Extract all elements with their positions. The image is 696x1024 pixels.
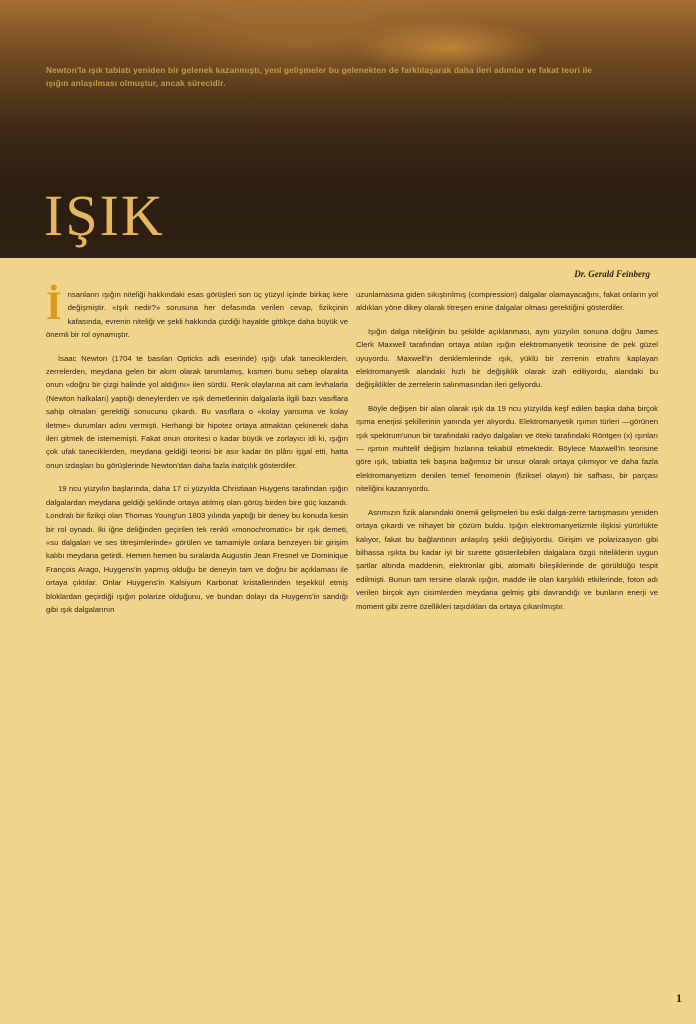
paragraph: İsaac Newton (1704 te basılan Opticks adlı eserinde) ışığı ufak taneciklerden, zerrelerden, meydana gelen bir akım olarak tanımlamış, kısmen bunu sebep olarakta onun «doğru bir çizgi halinde yol aldığını» ileri sürdü. Renk olaylarına ait cam levhalarla (Newton halkaları) yaptığı deneylerden ve ışık demetlerinin dalgalarla ilgili bazı vasıflara sahip olmaları gerektiği sonucunu çıkardı. Bu vasıflara o «kolay yansıma ve kolay iletme» durumları adını vermişti. Herhangi bir hipotez ortaya atmaktan çekinerek daha ileri gitmek de istememişti. Fakat onun otoritesi o kadar büyük ve zorlayıcı idi ki, ışığın çok ufak taneciklerden, meydana geldiği teorisi bir asır kadar ön plânı işgal etti, hatta onun izdaşları bu görüşlerinde Newton'dan daha fazla inatçılık gösterdiler. [46,353,348,470]
lede-text: Newton'la ışık tabiatı yeniden bir gelenek kazanmıştı, yeni gelişmeler bu gelenekten de farklılaşarak daha ileri adımlar ve fakat teori ile ışığın anlaşılması olmuştur, ancak sürecidir. [46,65,593,88]
paragraph: nsanların ışığın niteliği hakkındaki esas görüşleri son üç yüzyıl içinde birkaç kere değişmiştir. «Işık nedir?» sorusuna her defasında verilen cevap, fizikçinin kafasında, evrenin niteliği ve şekli hakkında çizdiği hayalde gittikçe daha büyük ve önemli bir rol oynamıştır. [46,290,348,340]
paragraph: 19 ncu yüzyılın başlarında, daha 17 ci yüzyılda Christiaan Huygens tarafından ışığın dalgalardan meydana geldiği şeklinde ortaya atılmış olan görüş birden bire güç kazandı. Londralı bir fizikçi olan Thomas Young'un 1803 yılında yaptığı bir deney bu konuda kesin bir rol oynadı. İki iğne deliğinden geçirilen tek renkli «monochromatic» bir ışık demeti, «su dalgaları ve ses titreşimlerinde» görülen ve tamamiyle onlara benzeyen bir girişim kalıbı meydana getirdi. Hemen hemen bu sıralarda Augustin Jean Fresnel ve Dominique François Arago, Huygens'in yapmış olduğu bir deneyin tam ve doğru bir açıklaması ile ortaya çıktılar. Onlar Huygens'in Kalsiyum Karbonat kristallerinden teşekkül etmiş bloklardan geçirdiği ışığın polarize olduğunu, ve bundan dolayı da Huygens'in sandığı gibi ışık dalgalarının [46,484,348,614]
left-column [46,283,348,626]
right-column [356,288,658,623]
paragraph: uzunlamasına giden sıkıştırılmış (compression) dalgalar olamayacağını, fakat onların yol aldıkları yöne dikey olarak titreşen enine dalgalar olması gerektiğini gösterdiler. [356,290,658,313]
page-number: 1 [676,991,682,1005]
drop-cap: İ [46,283,62,328]
paragraph: Böyle değişen bir alan olarak ışık da 19 ncu yüzyılda keşf edilen başka daha birçok ışıma enerjisi şekillerinin yanında yer alıyordu. Elektromanyetik ışımın türleri —görünen ışık spektrum'unun bir tarafındaki radyo dalgaları ve öteki tarafındaki Röntgen (x) ışınları— ışımın muhtelif değişim hızlarına tekabül etmektedir. Böylece Maxwell'in teorisine göre ışık, tabiatta tek başına bağımsız bir unsur olarak ortaya çıkmıyor ve daha fazla elektromanyetizm denilen temel fenomenin (fiziksel olayın) bir safhası, bir parçası niteliğini kazanıyordu. [356,403,658,494]
paragraph: Asrımızın fizik alanındaki önemli gelişmeleri bu eski dalga-zerre tartışmasını yeniden ortaya çıkardı ve nihayet bir çözüm buldu. Işığın elektromanyetizmle ilişkisi yürürlükte kalıyor, fakat bu bağlantının anlaşılış şekli değişiyordu. Girişim ve polarizasyon gibi bilhassa ışıkta bu kadar iyi bir surette gösterilebilen dalgalara özgü niteliklerin uygun şartlar altında maddenin, elektronlar gibi, atomaltı bileşiklerinde de görüldüğü tespit edilmişti. Bunun tam tersine olarak ışığın, madde ile olan karşılıklı etkilerinde, foton adı verilen birçok ayrı cisimlerden meydana gelmiş gibi davrandığı ve bunların enerji ve moment gibi zerre özellikleri taşıdıkları da ortaya çıkarılmıştır. [356,507,658,611]
hero-photo-banner [0,0,696,258]
paragraph: Işığın dalga niteliğinin bu şekilde açıklanması, aynı yüzyılın sonuna doğru James Clerk Maxwell tarafından ortaya atılan ışığın elektromanyetik teorisine de pek güzel uyuyordu. Maxwell'in denklemlerinde ışık, yüklü bir zerrenin etrafını kaplayan elektromanyetik alandaki hızlı bir değişiklik olarak izah ediliyordu, alandaki bu değişiklikler de zerrelerin salınmasından ileri geliyordu. [356,326,658,390]
author-byline: Dr. Gerald Feinberg [574,269,650,279]
article-title: IŞIK [44,183,165,248]
